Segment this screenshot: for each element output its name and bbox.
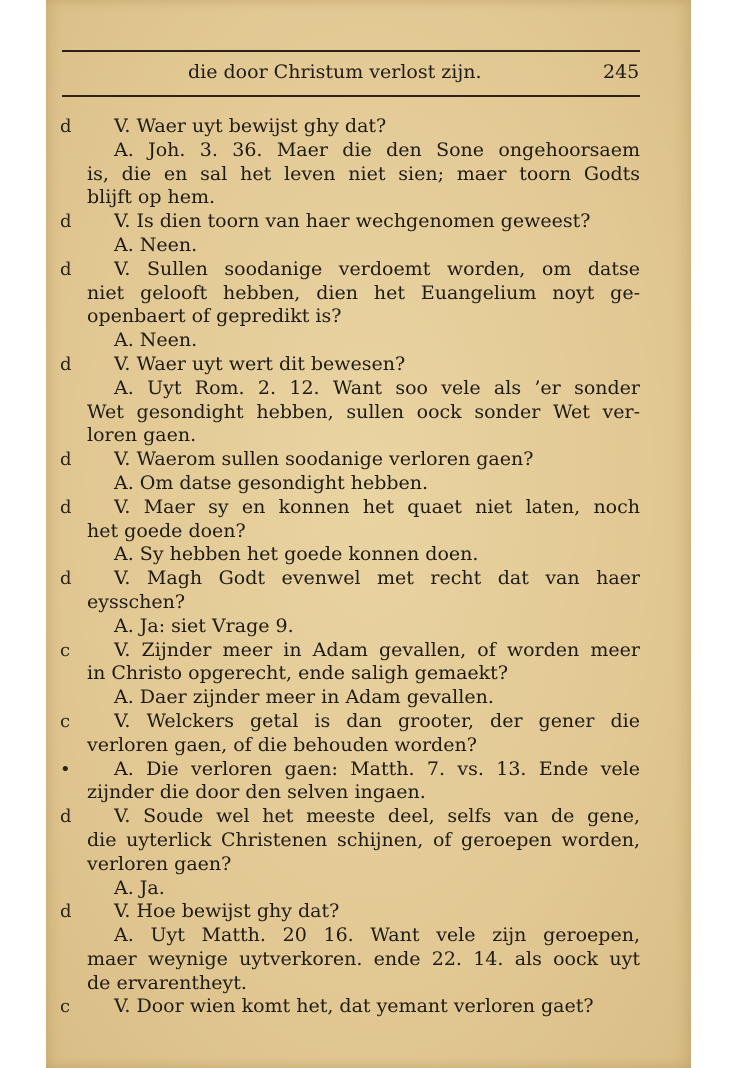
text-line: V. Hoe bewijst ghy dat? <box>114 900 340 923</box>
text-line: V. Zijnder meer in Adam gevallen, of worden meer <box>114 638 640 661</box>
question-block <box>60 115 640 139</box>
answer-block <box>60 924 640 995</box>
margin-marker: d <box>60 806 72 828</box>
answer-block <box>60 472 640 496</box>
text-line: V. Is dien toorn van haer wechgenomen geweest? <box>114 210 591 233</box>
answer-block <box>60 329 640 353</box>
text-line: Wet gesondight hebben, sullen oock sonder Wet ver- <box>87 400 640 423</box>
margin-marker: d <box>60 568 72 590</box>
margin-marker: c <box>60 710 71 732</box>
margin-marker: d <box>60 116 72 137</box>
text-line: die uyterlick Christenen schijnen, of geroepen worden, <box>87 828 640 851</box>
answer-block <box>60 686 640 710</box>
text-line: in Christo opgerecht, ende saligh gemaekt? <box>87 662 509 685</box>
question-block <box>60 448 640 472</box>
text-line: V. Door wien komt het, dat yemant verloren gaet? <box>114 995 594 1018</box>
text-line: zijnder die door den selven ingaen. <box>87 781 426 804</box>
text-line: openbaert of gepredikt is? <box>87 305 342 328</box>
question-block <box>60 496 640 544</box>
question-block <box>60 900 640 924</box>
answer-block <box>60 877 640 901</box>
text-line: V. Soude wel het meeste deel, selfs van de gene, <box>114 805 640 828</box>
text-line: het goede doen? <box>87 519 246 542</box>
text-line: A. Uyt Rom. 2. 12. Want soo vele als ’er sonder <box>114 376 640 399</box>
text-line: maer weynige uytverkoren. ende 22. 14. als oock uyt <box>87 947 640 970</box>
text-line: V. Waer uyt bewijst ghy dat? <box>114 115 387 137</box>
margin-marker: c <box>60 639 71 661</box>
text-line: V. Sullen soodanige verdoemt worden, om datse <box>114 257 640 280</box>
text-line: verloren gaen, of die behouden worden? <box>87 733 477 756</box>
text-line: A. Ja: siet Vrage 9. <box>114 614 294 637</box>
text-line: verloren gaen? <box>87 852 232 875</box>
answer-block <box>60 139 640 210</box>
text-line: A. Daer zijnder meer in Adam gevallen. <box>114 686 494 709</box>
text-line: V. Waerom sullen soodanige verloren gaen? <box>114 448 534 471</box>
margin-marker: d <box>60 901 72 923</box>
question-block <box>60 805 640 876</box>
margin-marker: d <box>60 353 72 375</box>
text-line: de ervarentheyt. <box>87 971 247 994</box>
question-block <box>60 710 640 758</box>
header-rule-bottom <box>62 95 640 97</box>
text-line: A. Ja. <box>114 876 165 899</box>
text-line: niet gelooft hebben, dien het Euangelium noyt ge- <box>87 281 640 304</box>
text-line: is, die en sal het leven niet sien; maer toorn Godts <box>87 162 640 185</box>
answer-block <box>60 758 640 806</box>
question-block <box>60 210 640 234</box>
text-line: eysschen? <box>87 590 186 613</box>
text-line: V. Magh Godt evenwel met recht dat van haer <box>114 567 640 590</box>
page-number: 245 <box>603 61 640 83</box>
text-line: A. Sy hebben het goede konnen doen. <box>114 543 479 566</box>
text-line: A. Neen. <box>114 329 198 352</box>
answer-block <box>60 234 640 258</box>
margin-marker: • <box>60 758 71 780</box>
running-header-title: die door Christum verlost zijn. <box>188 61 482 83</box>
text-line: A. Uyt Matth. 20 16. Want vele zijn geroepen, <box>114 924 640 947</box>
margin-marker: c <box>60 996 71 1018</box>
question-block <box>60 353 640 377</box>
text-line: A. Die verloren gaen: Matth. 7. vs. 13. Ende vele <box>114 757 640 780</box>
question-block <box>60 639 640 687</box>
margin-marker: d <box>60 211 72 233</box>
question-block <box>60 567 640 615</box>
header-rule-top <box>62 50 640 52</box>
text-line: loren gaen. <box>87 424 197 447</box>
margin-marker: d <box>60 449 72 471</box>
text-line: A. Joh. 3. 36. Maer die den Sone ongehoorsaem <box>114 138 640 161</box>
text-line: V. Waer uyt wert dit bewesen? <box>114 352 406 375</box>
text-line: V. Welckers getal is dan grooter, der gener die <box>114 709 640 732</box>
answer-block <box>60 543 640 567</box>
question-block <box>60 258 640 329</box>
text-line: A. Om datse gesondight hebben. <box>114 471 429 494</box>
margin-marker: d <box>60 258 72 280</box>
question-block <box>60 995 640 1019</box>
margin-marker: d <box>60 496 72 518</box>
answer-block <box>60 377 640 448</box>
text-line: A. Neen. <box>114 233 198 256</box>
text-line: blijft op hem. <box>87 186 216 209</box>
catechism-text <box>60 115 640 1019</box>
answer-block <box>60 615 640 639</box>
text-line: V. Maer sy en konnen het quaet niet laten, noch <box>114 495 640 518</box>
